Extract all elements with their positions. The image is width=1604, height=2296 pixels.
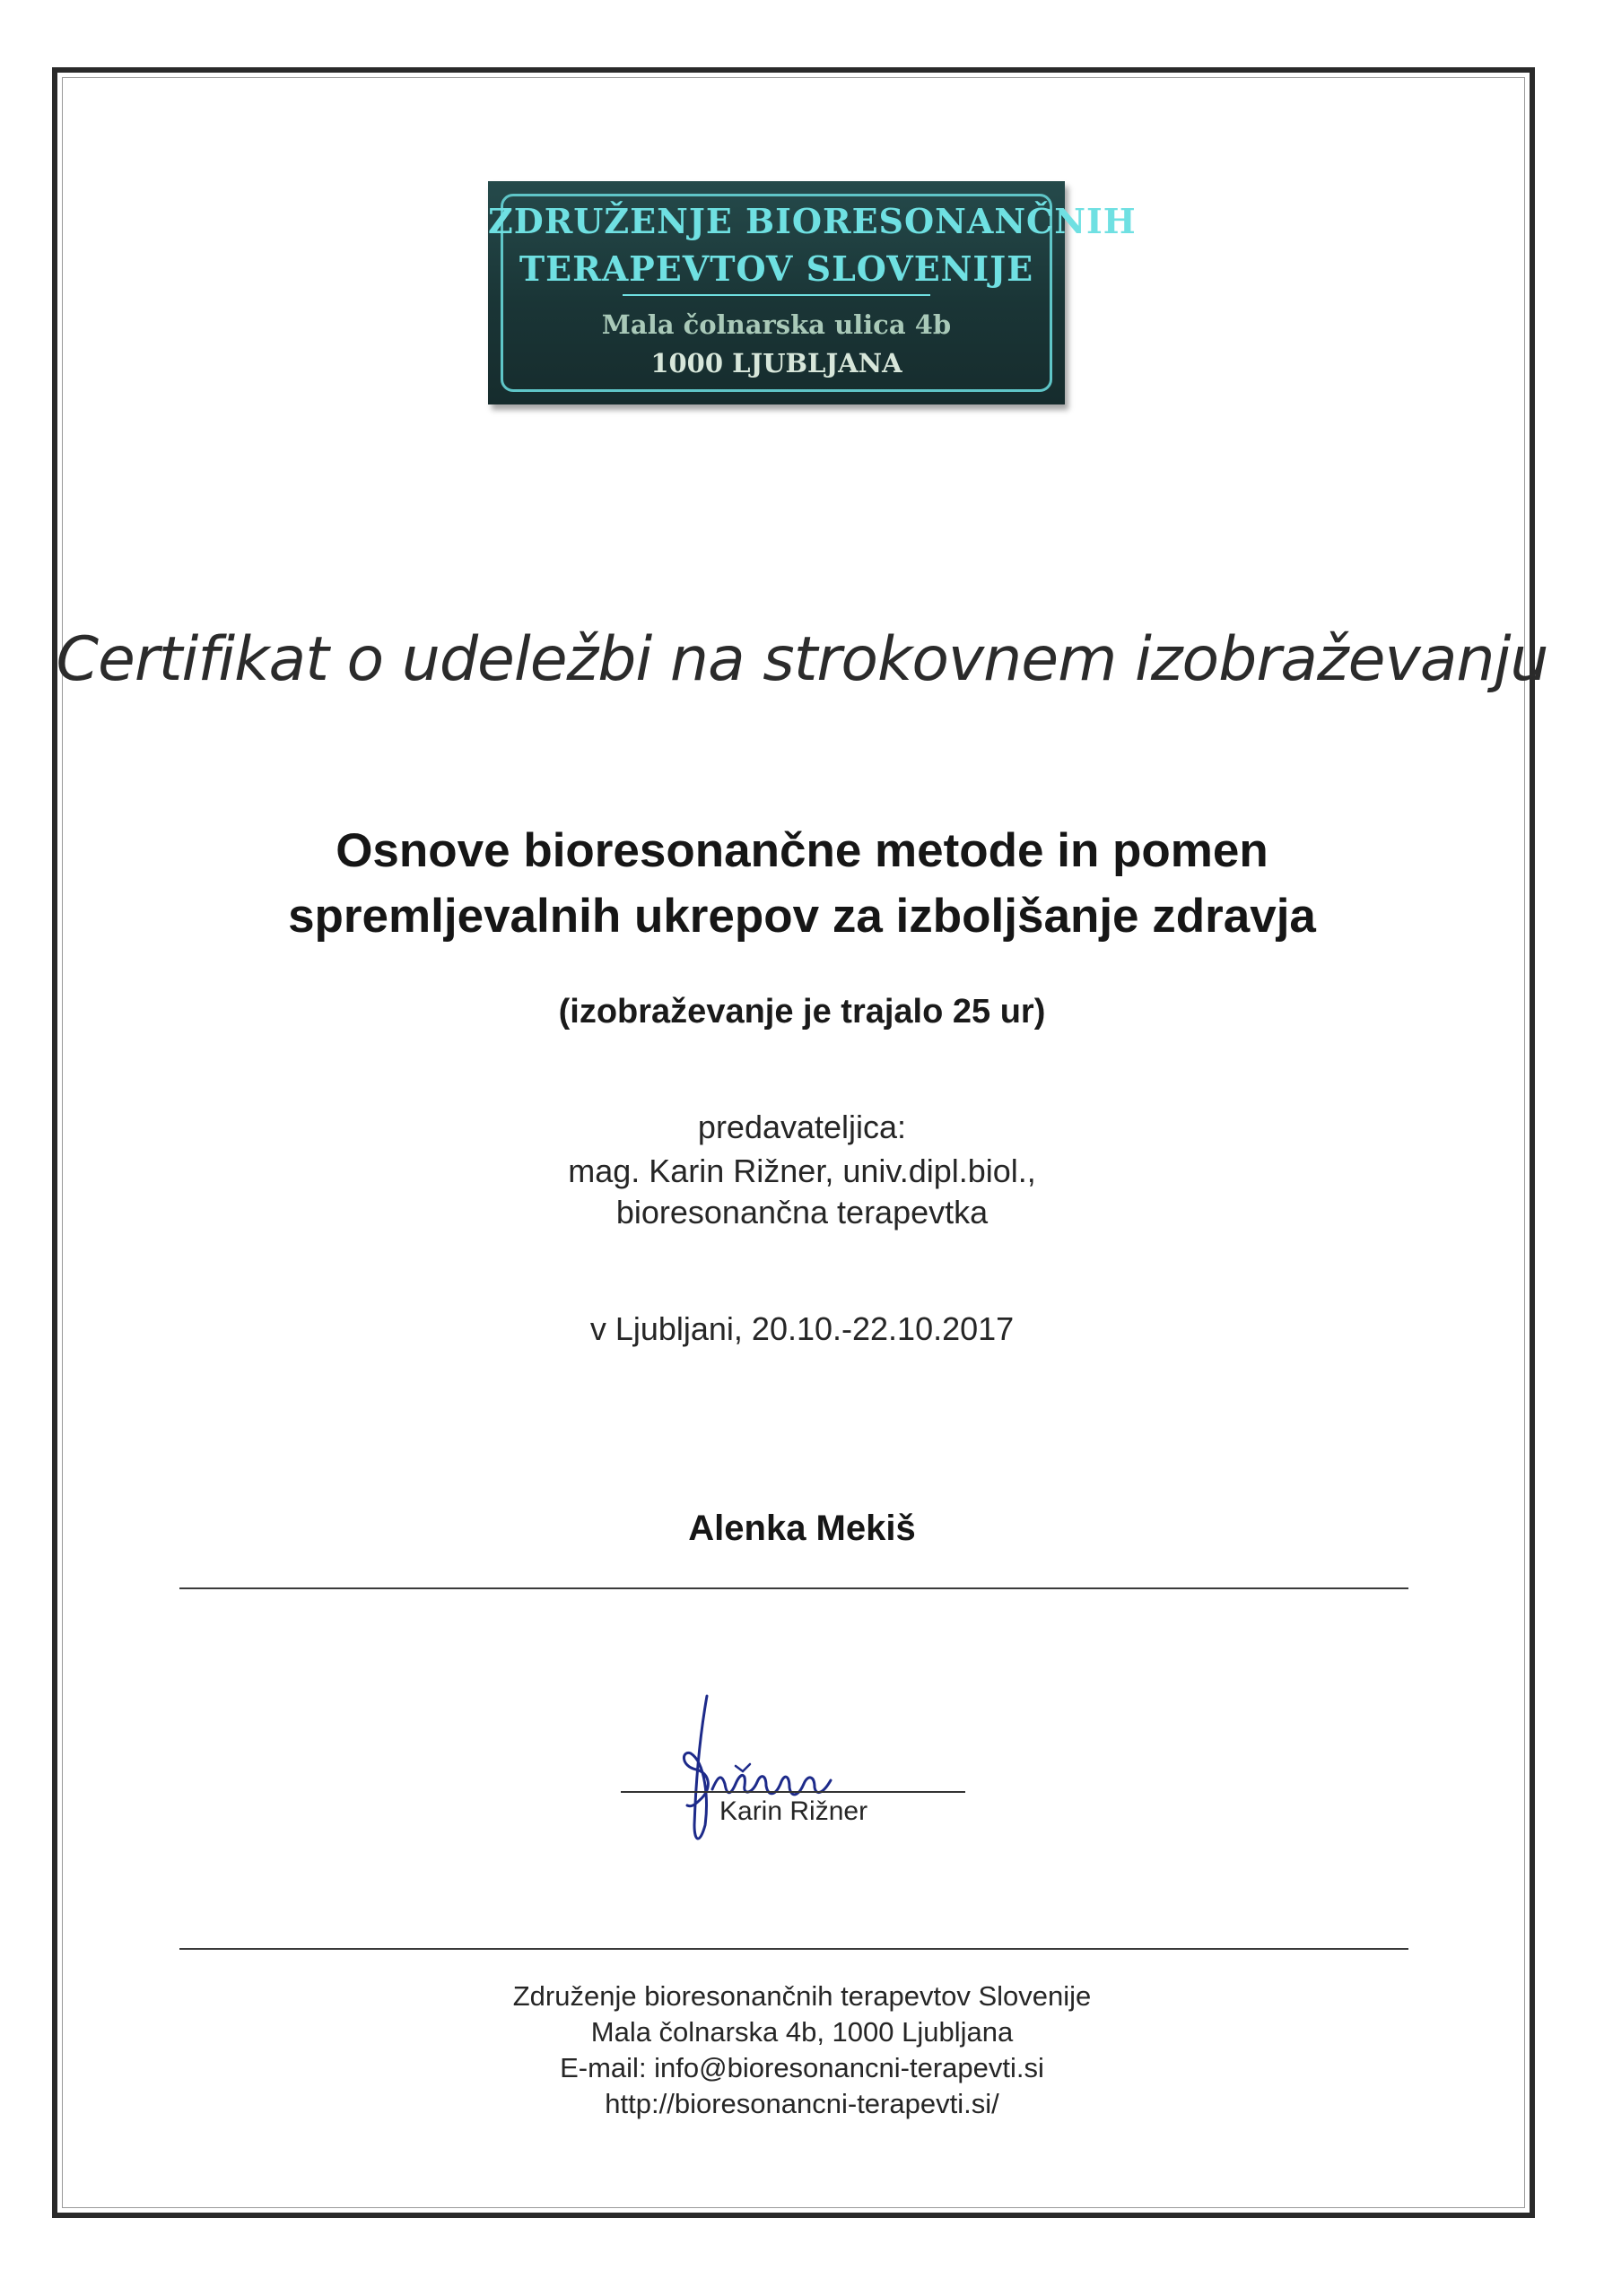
handwritten-signature — [655, 1691, 924, 1861]
association-seal — [488, 181, 1137, 404]
divider-top — [179, 1587, 1408, 1589]
footer-organization: Združenje bioresonančnih terapevtov Slovenije — [512, 1980, 1092, 2012]
divider-bottom — [179, 1948, 1408, 1950]
footer-website: http://bioresonancni-terapevti.si/ — [605, 2088, 999, 2119]
signature-line — [621, 1791, 965, 1793]
lecturer-name: mag. Karin Rižner, univ.dipl.biol., — [568, 1152, 1036, 1189]
seal-line-3: Mala čolnarska ulica 4b — [601, 309, 952, 340]
course-title-line-1: Osnove bioresonančne metode in pomen — [336, 824, 1268, 877]
course-title-line-2: spremljevalnih ukrepov za izboljšanje zdravja — [288, 890, 1316, 943]
footer-address: Mala čolnarska 4b, 1000 Ljubljana — [590, 2016, 1014, 2048]
footer-email: E-mail: info@bioresonancni-terapevti.si — [560, 2052, 1044, 2083]
place-and-date: v Ljubljani, 20.10.-22.10.2017 — [589, 1310, 1015, 1347]
seal-line-4: 1000 LJUBLJANA — [650, 348, 902, 378]
course-duration: (izobraževanje je trajalo 25 ur) — [558, 993, 1046, 1031]
seal-line-1: ZDRUŽENJE BIORESONANČNIH — [488, 201, 1137, 241]
signer-name: Karin Rižner — [719, 1796, 868, 1826]
participant-name: Alenka Mekiš — [688, 1509, 916, 1548]
seal-divider — [623, 294, 930, 296]
certificate-title: Certifikat o udeležbi na strokovnem izobraževanju — [56, 624, 1548, 695]
seal-line-2: TERAPEVTOV SLOVENIJE — [519, 248, 1034, 289]
lecturer-label: predavateljica: — [697, 1109, 907, 1145]
lecturer-role: bioresonančna terapevtka — [615, 1194, 989, 1231]
